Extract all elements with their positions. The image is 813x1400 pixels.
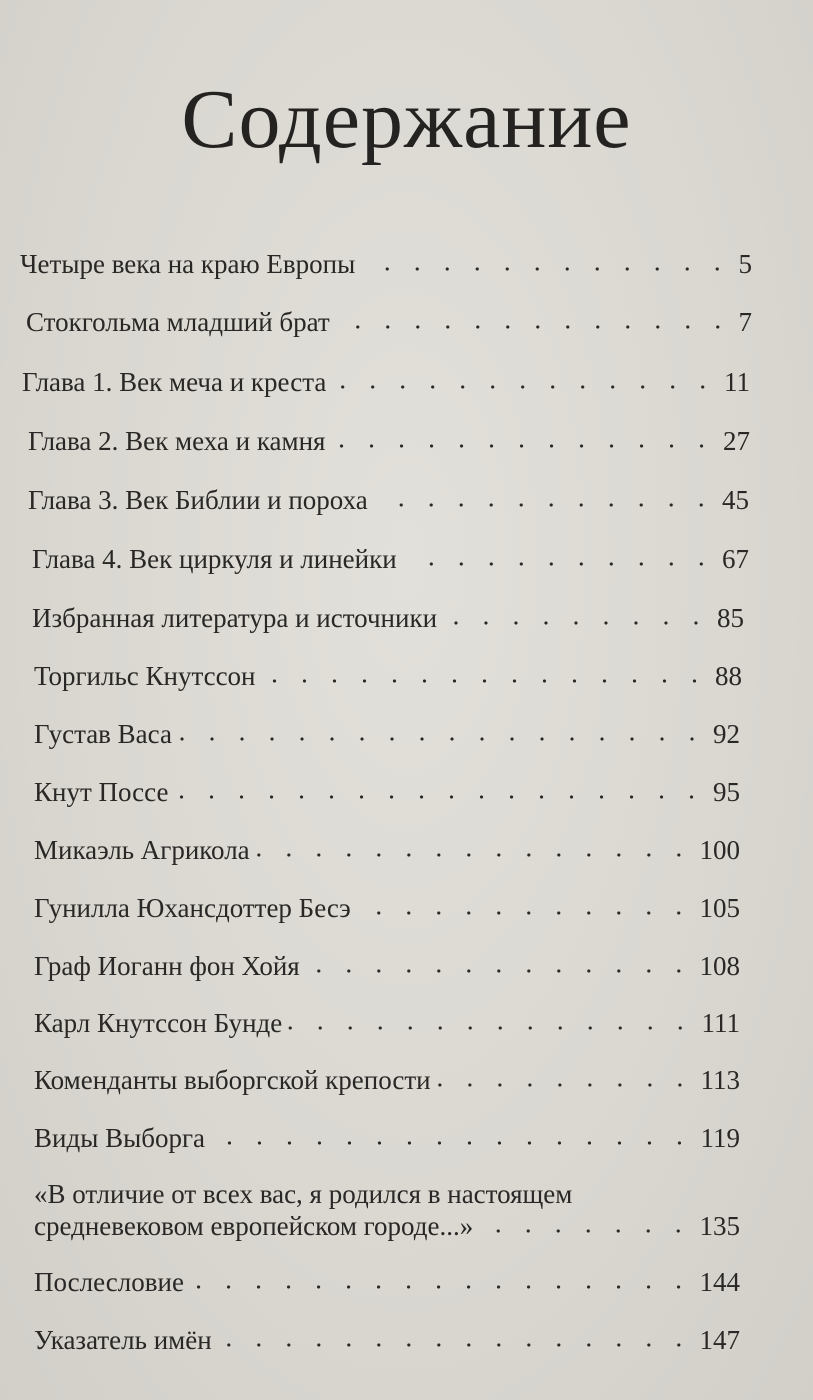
toc-entry-page: 85 bbox=[717, 603, 744, 633]
toc-entry-page: 95 bbox=[713, 777, 740, 807]
toc-entry-page: 144 bbox=[699, 1267, 740, 1297]
dot-leader bbox=[403, 559, 716, 569]
toc-entry-page: 11 bbox=[724, 367, 750, 397]
toc-entry-label-line2: средневековом европейском городе...» bbox=[34, 1211, 474, 1241]
dot-leader bbox=[331, 441, 717, 451]
toc-entry-label: Глава 3. Век Библии и пороха bbox=[28, 485, 368, 515]
dot-leader bbox=[443, 618, 711, 628]
page-title: Содержание bbox=[181, 73, 632, 166]
toc-entry-label: Микаэль Агрикола bbox=[34, 835, 250, 865]
toc-entry-label: Коменданты выборгской крепости bbox=[34, 1065, 431, 1095]
toc-entry-label: Кнут Поссе bbox=[34, 777, 169, 807]
dot-leader bbox=[332, 382, 718, 392]
toc-entry-multiline bbox=[34, 1178, 740, 1242]
dot-leader bbox=[361, 264, 732, 274]
toc-entry bbox=[34, 950, 740, 982]
toc-entry-label: Стокгольма младший брат bbox=[26, 307, 330, 337]
toc-entry-page: 5 bbox=[738, 249, 752, 279]
dot-leader bbox=[174, 792, 707, 802]
toc-entry bbox=[34, 892, 740, 924]
toc-entry-page: 67 bbox=[722, 544, 749, 574]
toc-entry-line2 bbox=[34, 1210, 740, 1242]
toc-entry-label: Послесловие bbox=[34, 1267, 184, 1297]
toc-entry-label: Виды Выборга bbox=[34, 1123, 206, 1153]
toc-entry-page: 119 bbox=[700, 1123, 740, 1153]
toc-entry-label: Торгильс Кнутссон bbox=[34, 661, 256, 691]
toc-entry-label: Указатель имён bbox=[34, 1325, 212, 1355]
toc-entry bbox=[32, 602, 744, 634]
toc-entry bbox=[28, 425, 750, 457]
dot-leader bbox=[336, 322, 733, 332]
toc-entry bbox=[32, 543, 749, 575]
toc-entry bbox=[26, 306, 752, 338]
toc-entry bbox=[34, 660, 742, 692]
toc-entry-label: Глава 1. Век меча и креста bbox=[22, 367, 327, 397]
dot-leader bbox=[211, 1138, 694, 1148]
dot-leader bbox=[262, 676, 709, 686]
toc-entry-page: 147 bbox=[699, 1325, 740, 1355]
dot-leader bbox=[306, 966, 694, 976]
toc-entry-label: Густав Васа bbox=[34, 719, 172, 749]
toc-entry bbox=[34, 1266, 740, 1298]
toc-entry bbox=[34, 1007, 740, 1039]
toc-entry bbox=[34, 1064, 740, 1096]
toc-entry-page: 135 bbox=[699, 1211, 740, 1241]
dot-leader bbox=[256, 850, 694, 860]
toc-entry bbox=[34, 1324, 740, 1356]
toc-entry-page: 45 bbox=[722, 485, 749, 515]
toc-entry-label: Карл Кнутссон Бунде bbox=[34, 1008, 283, 1038]
toc-entry bbox=[28, 484, 749, 516]
toc-entry bbox=[34, 718, 740, 750]
toc-entry-page: 111 bbox=[701, 1008, 740, 1038]
toc-entry-page: 100 bbox=[699, 835, 740, 865]
toc-entry bbox=[34, 834, 740, 866]
toc-entry-page: 27 bbox=[723, 426, 750, 456]
toc-entry-label: Глава 2. Век меха и камня bbox=[28, 426, 326, 456]
toc-entry-page: 92 bbox=[713, 719, 740, 749]
toc-entry-label-line1: «В отличие от всех вас, я родился в настоящем bbox=[34, 1179, 573, 1209]
toc-entry-page: 113 bbox=[700, 1065, 740, 1095]
toc-entry-page: 105 bbox=[699, 893, 740, 923]
toc-entry bbox=[34, 776, 740, 808]
dot-leader bbox=[437, 1080, 695, 1090]
toc-entry bbox=[20, 248, 752, 280]
toc-entry-label: Избранная литература и источники bbox=[32, 603, 438, 633]
dot-leader bbox=[218, 1340, 694, 1350]
toc-entry-page: 7 bbox=[738, 307, 752, 337]
toc-entry-label: Граф Иоганн фон Хойя bbox=[34, 951, 300, 981]
toc-entry-label: Четыре века на краю Европы bbox=[20, 249, 356, 279]
toc-entry-label: Гунилла Юхансдоттер Бесэ bbox=[34, 893, 351, 923]
toc-entry bbox=[34, 1122, 740, 1154]
dot-leader bbox=[190, 1282, 694, 1292]
dot-leader bbox=[479, 1226, 693, 1236]
toc-entry-page: 108 bbox=[699, 951, 740, 981]
dot-leader bbox=[374, 500, 716, 510]
dot-leader bbox=[178, 734, 707, 744]
dot-leader bbox=[288, 1023, 695, 1033]
dot-leader bbox=[357, 908, 694, 918]
toc-entry-page: 88 bbox=[715, 661, 742, 691]
toc-entry-label: Глава 4. Век циркуля и линейки bbox=[32, 544, 397, 574]
toc-entry bbox=[22, 366, 750, 398]
